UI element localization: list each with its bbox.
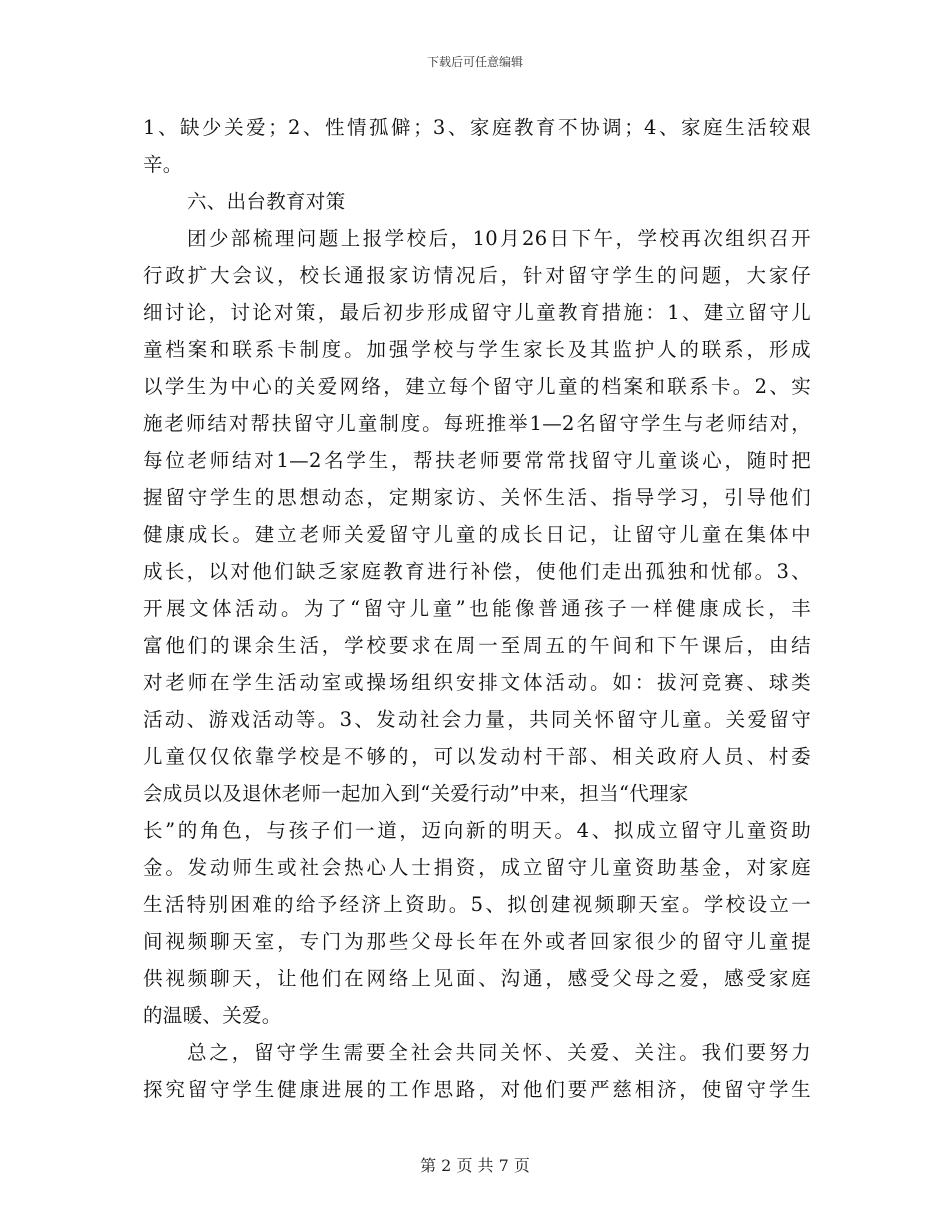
text-line: 施老师结对帮扶留守儿童制度。每班推举1—2名留守学生与老师结对， [143,412,811,435]
text-line: 总之，留守学生需要全社会共同关怀、关爱、关注。我们要努力 [187,1041,811,1064]
text-line: 1、缺少关爱；2、性情孤僻；3、家庭教育不协调；4、家庭生活较艰 [143,116,811,139]
text-line: 供视频聊天，让他们在网络上见面、沟通，感受父母之爱，感受家庭 [143,967,811,990]
text-line: 团少部梳理问题上报学校后，10月26日下午，学校再次组织召开 [187,227,811,250]
text-line: 成长，以对他们缺乏家庭教育进行补偿，使他们走出孤独和忧郁。3、 [143,560,811,583]
text-line: 间视频聊天室，专门为那些父母长年在外或者回家很少的留守儿童提 [143,930,811,953]
text-line: 握留守学生的思想动态，定期家访、关怀生活、指导学习，引导他们 [143,486,811,509]
text-line: 细讨论，讨论对策，最后初步形成留守儿童教育措施：1、建立留守儿 [143,301,811,324]
text-line: 的温暖、关爱。 [143,1004,282,1027]
text-line: 生活特别困难的给予经济上资助。5、拟创建视频聊天室。学校设立一 [143,893,811,916]
text-line: 长”的角色，与孩子们一道，迈向新的明天。4、拟成立留守儿童资助 [143,819,811,842]
text-line: 会成员以及退休老师一起加入到“关爱行动”中来，担当“代理家 [143,782,689,805]
text-line: 以学生为中心的关爱网络，建立每个留守儿童的档案和联系卡。2、实 [143,375,811,398]
text-line: 富他们的课余生活，学校要求在周一至周五的午间和下午课后，由结 [143,634,811,657]
text-line: 开展文体活动。为了“留守儿童”也能像普通孩子一样健康成长，丰 [143,597,811,620]
text-line: 行政扩大会议，校长通报家访情况后，针对留守学生的问题，大家仔 [143,264,811,287]
text-line: 金。发动师生或社会热心人士捐资，成立留守儿童资助基金，对家庭 [143,856,811,879]
text-line: 辛。 [143,153,183,176]
text-line: 对老师在学生活动室或操场组织安排文体活动。如：拔河竞赛、球类 [143,671,811,694]
text-line: 每位老师结对1—2名学生，帮扶老师要常常找留守儿童谈心，随时把 [143,449,811,472]
text-line: 儿童仅仅依靠学校是不够的，可以发动村干部、相关政府人员、村委 [143,745,811,768]
document-body [143,109,811,1108]
page-number: 第 2 页 共 7 页 [420,1156,530,1175]
section-heading: 六、出台教育对策 [187,190,346,213]
text-line: 探究留守学生健康进展的工作思路，对他们要严慈相济，使留守学生 [143,1078,811,1101]
page-header: 下载后可任意编辑 [426,55,523,69]
text-line: 童档案和联系卡制度。加强学校与学生家长及其监护人的联系，形成 [143,338,811,361]
text-line: 活动、游戏活动等。3、发动社会力量，共同关怀留守儿童。关爱留守 [143,708,811,731]
text-line: 健康成长。建立老师关爱留守儿童的成长日记，让留守儿童在集体中 [143,523,811,546]
